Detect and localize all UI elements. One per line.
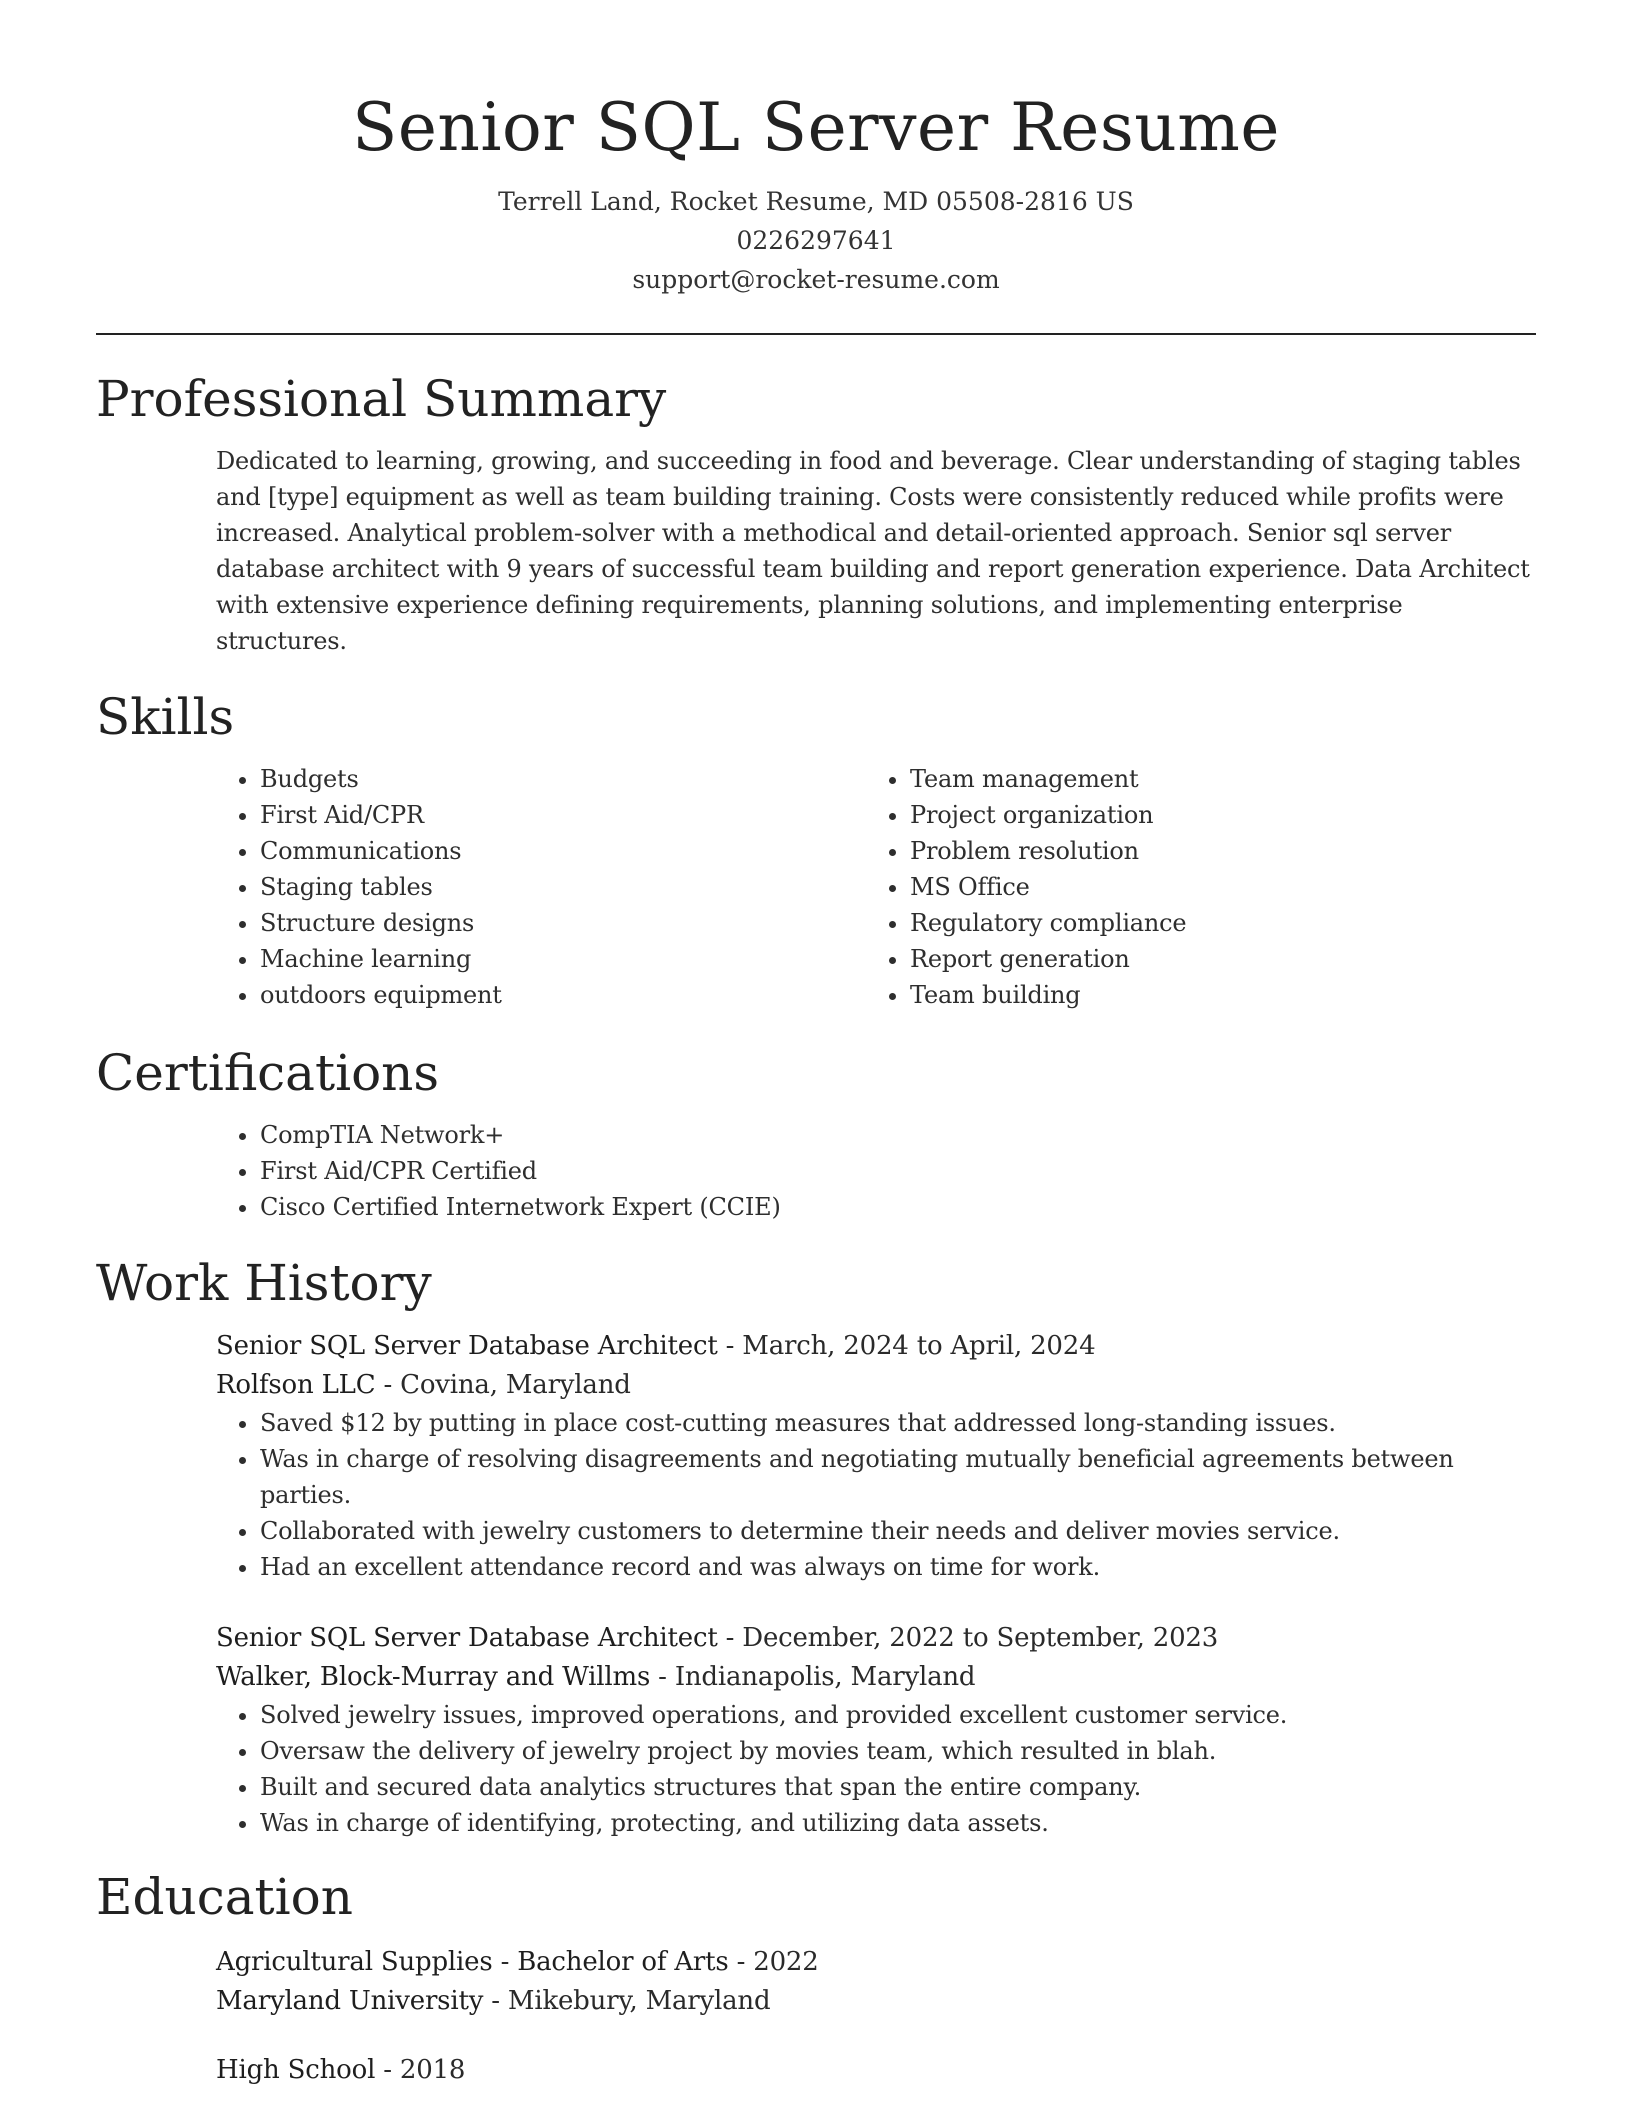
contact-email: support@rocket-resume.com bbox=[632, 265, 1000, 294]
education-field: Agricultural Supplies bbox=[216, 1947, 493, 1977]
job-company-line: Rolfson LLC - Covina, Maryland bbox=[216, 1370, 631, 1400]
job-bullet: • Built and secured data analytics structures that span the entire company. bbox=[260, 1769, 1536, 1805]
education-school: Maryland University bbox=[216, 1986, 484, 2016]
resume-page bbox=[96, 0, 1536, 2090]
job-dates: December, 2022 to September, 2023 bbox=[742, 1623, 1219, 1653]
certification-item: • CompTIA Network+ bbox=[260, 1117, 1536, 1153]
skill-item: • Budgets bbox=[260, 761, 866, 797]
certification-item: • First Aid/CPR Certified bbox=[260, 1153, 1536, 1189]
education-year: 2022 bbox=[753, 1947, 819, 1977]
education-location: Mikebury, Maryland bbox=[507, 1986, 771, 2016]
job-company: Walker, Block-Murray and Willms bbox=[216, 1662, 651, 1692]
job-bullet: • Collaborated with jewelry customers to determine their needs and deliver movies service. bbox=[260, 1513, 1536, 1549]
skill-item: • MS Office bbox=[910, 869, 1516, 905]
job-company-line: Walker, Block-Murray and Willms - Indianapolis, Maryland bbox=[216, 1662, 976, 1692]
job-title: Senior SQL Server Database Architect bbox=[216, 1623, 718, 1653]
skills-list bbox=[216, 761, 1536, 1013]
resume-header bbox=[96, 0, 1536, 299]
skills-column-left bbox=[216, 761, 866, 1013]
summary-text: Dedicated to learning, growing, and succeeding in food and beverage. Clear understanding of staging tables and [type] equipment as well as team building training. Costs were consistently reduced while profits were increased. Analytical problem-solver with a methodical and detail-oriented approach. Senior sql server database architect with 9 years of successful team building and report generation experience. Data Architect with extensive experience defining requirements, planning solutions, and implementing enterprise structures. bbox=[216, 447, 1530, 655]
education-field: High School bbox=[216, 2055, 376, 2085]
job-bullets bbox=[216, 1697, 1536, 1841]
education-heading: Education bbox=[96, 1868, 353, 1926]
header-divider bbox=[96, 333, 1536, 335]
certifications-list bbox=[216, 1117, 1536, 1225]
job-bullet: • Saved $12 by putting in place cost-cutting measures that addressed long-standing issues. bbox=[260, 1405, 1536, 1441]
resume-title: Senior SQL Server Resume bbox=[352, 89, 1280, 166]
education-degree-line: Agricultural Supplies - Bachelor of Arts - 2022 bbox=[216, 1947, 819, 1977]
job-bullet: • Was in charge of resolving disagreements and negotiating mutually beneficial agreements between parties. bbox=[260, 1441, 1536, 1513]
job-bullet: • Solved jewelry issues, improved operations, and provided excellent customer service. bbox=[260, 1697, 1536, 1733]
work-history-heading: Work History bbox=[96, 1254, 432, 1312]
job-location: Covina, Maryland bbox=[400, 1370, 631, 1400]
education-degree: Bachelor of Arts bbox=[517, 1947, 729, 1977]
skills-column-right bbox=[866, 761, 1516, 1013]
job-entry bbox=[216, 1327, 1536, 1585]
skill-item: • Problem resolution bbox=[910, 833, 1516, 869]
skill-item: • Regulatory compliance bbox=[910, 905, 1516, 941]
skill-item: • outdoors equipment bbox=[260, 977, 866, 1013]
education-entry bbox=[216, 2051, 1536, 2090]
education-degree-line: High School - 2018 bbox=[216, 2055, 466, 2085]
education-school-line: Maryland University - Mikebury, Maryland bbox=[216, 1986, 771, 2016]
skill-item: • Team management bbox=[910, 761, 1516, 797]
skill-item: • Project organization bbox=[910, 797, 1516, 833]
skill-item: • Staging tables bbox=[260, 869, 866, 905]
certifications-heading: Certifications bbox=[96, 1044, 440, 1102]
contact-phone: 0226297641 bbox=[736, 226, 896, 255]
certification-item: • Cisco Certified Internetwork Expert (CCIE) bbox=[260, 1189, 1536, 1225]
contact-address: Terrell Land, Rocket Resume, MD 05508-2816 US bbox=[498, 187, 1134, 216]
education-entry bbox=[216, 1943, 1536, 2021]
job-location: Indianapolis, Maryland bbox=[674, 1662, 976, 1692]
skill-item: • Communications bbox=[260, 833, 866, 869]
job-bullet: • Had an excellent attendance record and was always on time for work. bbox=[260, 1549, 1536, 1585]
skill-item: • First Aid/CPR bbox=[260, 797, 866, 833]
job-entry bbox=[216, 1619, 1536, 1841]
skill-item: • Team building bbox=[910, 977, 1516, 1013]
skills-heading: Skills bbox=[96, 688, 235, 746]
job-title-line: Senior SQL Server Database Architect - December, 2022 to September, 2023 bbox=[216, 1623, 1219, 1653]
education-year: 2018 bbox=[399, 2055, 466, 2085]
job-bullet: • Oversaw the delivery of jewelry project by movies team, which resulted in blah. bbox=[260, 1733, 1536, 1769]
summary-heading: Professional Summary bbox=[96, 370, 667, 428]
skill-item: • Report generation bbox=[910, 941, 1516, 977]
job-dates: March, 2024 to April, 2024 bbox=[742, 1331, 1096, 1361]
job-company: Rolfson LLC bbox=[216, 1370, 376, 1400]
job-bullet: • Was in charge of identifying, protecting, and utilizing data assets. bbox=[260, 1805, 1536, 1841]
job-title-line: Senior SQL Server Database Architect - March, 2024 to April, 2024 bbox=[216, 1331, 1096, 1361]
job-title: Senior SQL Server Database Architect bbox=[216, 1331, 718, 1361]
skill-item: • Structure designs bbox=[260, 905, 866, 941]
skill-item: • Machine learning bbox=[260, 941, 866, 977]
job-bullets bbox=[216, 1405, 1536, 1585]
